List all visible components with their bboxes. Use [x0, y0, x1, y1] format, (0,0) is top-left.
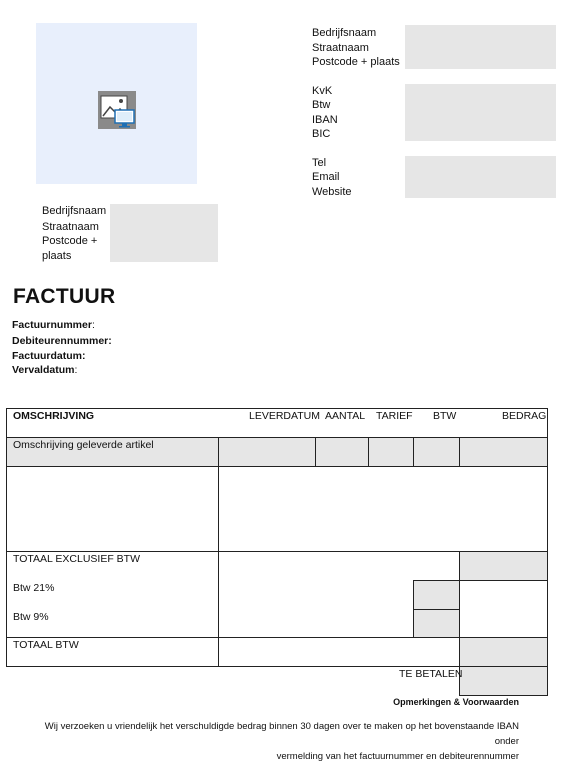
invoice-date-text: Factuurdatum: [12, 350, 86, 362]
table-line [547, 408, 548, 696]
row1-amount-cell[interactable] [460, 437, 547, 466]
company-postcode-label: Postcode + plaats [312, 56, 400, 68]
table-line [413, 609, 460, 610]
company-name-label: Bedrijfsnaam [312, 27, 377, 39]
total-excl-amount-cell[interactable] [460, 551, 547, 580]
remarks-title: Opmerkingen & Voorwaarden [393, 697, 519, 707]
row1-vat-cell[interactable] [414, 437, 460, 466]
customer-city-label: plaats [42, 250, 72, 262]
vat21-label: Btw 21% [13, 582, 55, 594]
invoice-number-label [12, 319, 95, 331]
to-pay-label: TE BETALEN [399, 668, 463, 680]
table-line [6, 437, 548, 438]
vat9-label: Btw 9% [13, 611, 49, 623]
table-line [413, 437, 414, 467]
due-date-colon: : [74, 364, 78, 376]
header-quantity: AANTAL [325, 410, 366, 422]
company-kvk-label: KvK [312, 85, 333, 97]
invoice-title: FACTUUR [13, 285, 116, 308]
table-line [6, 551, 548, 552]
customer-street-label: Straatnaam [42, 221, 99, 233]
payment-instructions-line-2: vermelding van het factuurnummer en debiteurennummer [276, 751, 519, 762]
company-iban-label: IBAN [312, 114, 338, 126]
company-street-label: Straatnaam [312, 42, 369, 54]
debtor-number-text: Debiteurennummer: [12, 335, 112, 347]
invoice-date-label [12, 350, 86, 362]
table-line [459, 695, 548, 696]
table-line [6, 408, 548, 409]
row1-quantity-cell[interactable] [316, 437, 369, 466]
table-line [218, 437, 219, 667]
image-placeholder-icon [97, 90, 137, 130]
customer-address-field[interactable] [110, 204, 218, 262]
company-contact-field[interactable] [405, 156, 556, 198]
logo-placeholder[interactable] [36, 23, 197, 184]
company-address-field[interactable] [405, 25, 556, 69]
company-bic-label: BIC [312, 128, 331, 140]
table-line [6, 637, 548, 638]
due-date-label [12, 364, 77, 376]
table-line [413, 580, 548, 581]
debtor-number-label [12, 335, 112, 347]
table-line [6, 666, 548, 667]
payment-instructions [19, 719, 519, 764]
header-amount: BEDRAG [502, 410, 547, 422]
invoice-number-colon: : [91, 319, 95, 331]
due-date-text: Vervaldatum [12, 364, 75, 376]
total-vat-label: TOTAAL BTW [13, 639, 79, 651]
total-vat-amount-cell[interactable] [460, 637, 547, 666]
company-registration-field[interactable] [405, 84, 556, 141]
table-line [368, 437, 369, 467]
company-website-label: Website [312, 186, 352, 198]
vat21-cell[interactable] [414, 580, 460, 609]
company-email-label: Email [312, 171, 340, 183]
header-vat: BTW [433, 410, 457, 422]
table-line [459, 437, 460, 467]
company-btw-label: Btw [312, 99, 331, 111]
table-line [413, 580, 414, 638]
customer-name-label: Bedrijfsnaam [42, 205, 107, 217]
invoice-number-text: Factuurnummer [12, 319, 92, 331]
table-line [6, 466, 548, 467]
table-line [6, 408, 7, 667]
table-line [315, 437, 316, 467]
to-pay-amount-cell[interactable] [460, 666, 547, 695]
header-delivery-date: LEVERDATUM [249, 410, 320, 422]
header-description: OMSCHRIJVING [13, 410, 95, 422]
vat9-cell[interactable] [414, 609, 460, 637]
row1-rate-cell[interactable] [369, 437, 414, 466]
header-rate: TARIEF [376, 410, 413, 422]
payment-instructions-line-1: Wij verzoeken u vriendelijk het verschuldigde bedrag binnen 30 dagen over te maken op het bovenstaande IBAN onder [44, 721, 519, 747]
row1-description-text: Omschrijving geleverde artikel [13, 439, 154, 451]
row1-delivery-date-cell[interactable] [219, 437, 316, 466]
customer-postcode-label: Postcode + [42, 235, 98, 247]
company-tel-label: Tel [312, 157, 327, 169]
total-excl-vat-label: TOTAAL EXCLUSIEF BTW [13, 553, 140, 565]
